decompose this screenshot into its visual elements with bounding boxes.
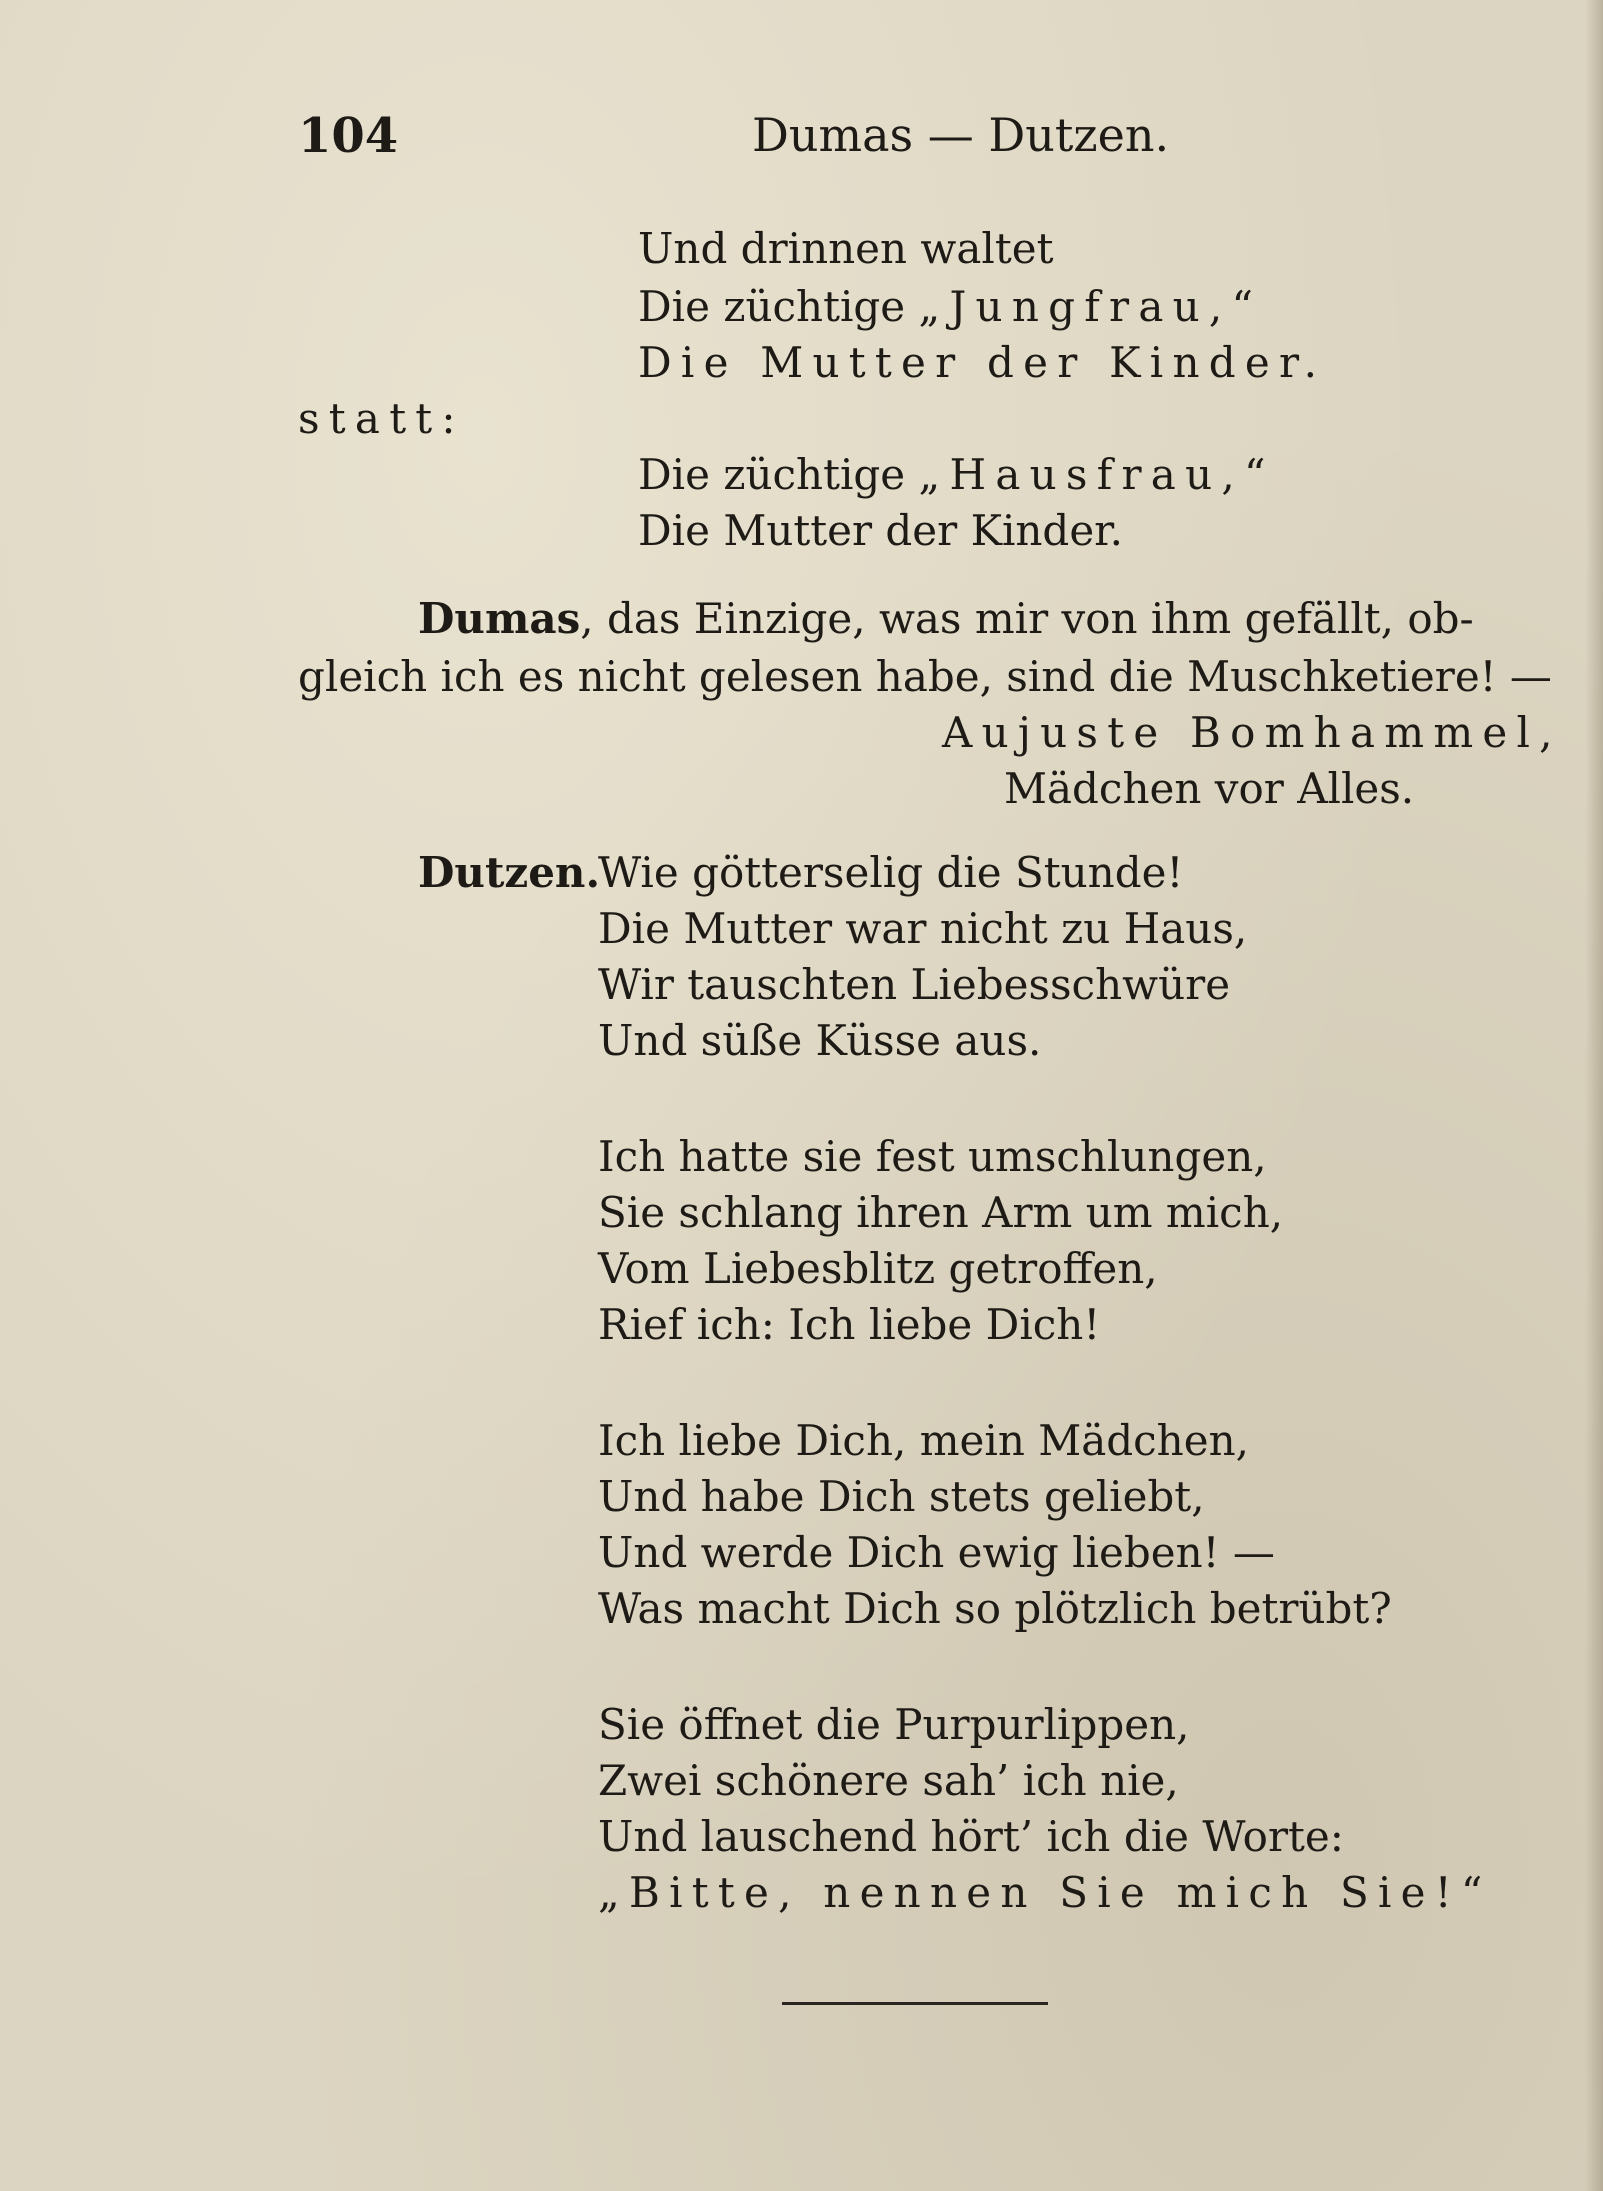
quote-line-3: Die Mutter der Kinder. [638,338,1327,387]
poem-line: Wie götterselig die Stunde! [598,848,1184,897]
quote-line-2 [638,282,1263,331]
quote-line-4 [638,450,1275,499]
dutzen-headword: Dutzen. [418,848,601,897]
running-title: Dumas — Dutzen. [752,108,1170,162]
poem-line: Sie öffnet die Purpurlippen, [598,1700,1190,1749]
poem-line: Und werde Dich ewig lieben! — [598,1528,1275,1577]
poem-line: „Bitte, nennen Sie mich Sie!“ [598,1868,1492,1917]
dumas-headword: Dumas [418,594,581,643]
quote-line-2-text: Die züchtige [638,282,919,331]
poem-line: Rief ich: Ich liebe Dich! [598,1300,1101,1349]
page-number: 104 [298,108,399,164]
poem-line: Und lauschend hört’ ich die Worte: [598,1812,1344,1861]
quote-line-4-text: Die züchtige [638,450,919,499]
section-end-rule [782,2002,1048,2005]
poem-line: Zwei schönere sah’ ich nie, [598,1756,1179,1805]
dumas-author: Aujuste Bomhammel, [942,708,1562,757]
dumas-entry-line-2: gleich ich es nicht gelesen habe, sind die Muschketiere! — [298,652,1552,701]
poem-line: Sie schlang ihren Arm um mich, [598,1188,1284,1237]
page-edge-shadow [1585,0,1603,2191]
poem-line: Und habe Dich stets geliebt, [598,1472,1205,1521]
poem-line: Wir tauschten Liebesschwüre [598,960,1231,1009]
statt-label: statt: [298,394,465,443]
poem-line: Ich liebe Dich, mein Mädchen, [598,1416,1249,1465]
poem-line: Die Mutter war nicht zu Haus, [598,904,1248,953]
poem-line: Ich hatte sie fest umschlungen, [598,1132,1267,1181]
quote-word-hausfrau: „Hausfrau,“ [918,450,1275,499]
quote-word-jungfrau: „Jungfrau,“ [918,282,1263,331]
poem-line: Vom Liebesblitz getroffen, [598,1244,1158,1293]
dumas-entry-line-1 [418,594,1526,643]
dumas-author-note: Mädchen vor Alles. [1004,764,1415,813]
poem-line: Was macht Dich so plötzlich betrübt? [598,1584,1392,1633]
quote-line-5: Die Mutter der Kinder. [638,506,1123,555]
poem-line: Und süße Küsse aus. [598,1016,1042,1065]
quote-line-1: Und drinnen waltet [638,224,1054,273]
dumas-line-1-rest: , das Einzige, was mir von ihm gefällt, ob- [580,594,1474,643]
